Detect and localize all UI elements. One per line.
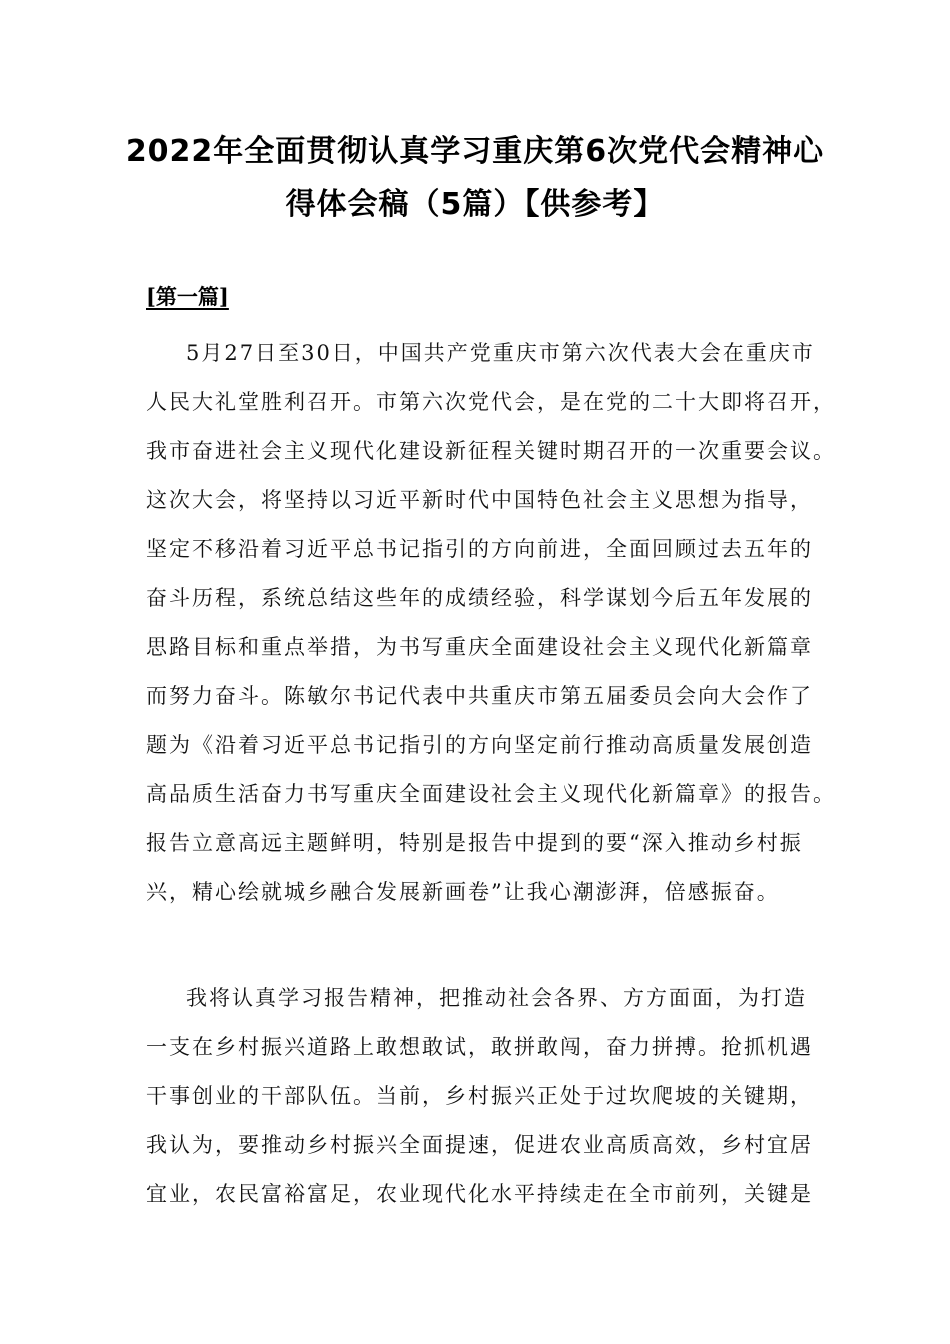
paragraph-line: 干事创业的干部队伍。当前，乡村振兴正处于过坎爬坡的关键期， <box>146 1084 813 1108</box>
paragraph-line: 我市奋进社会主义现代化建设新征程关键时期召开的一次重要会议。 <box>146 439 836 463</box>
paragraph-line: 这次大会，将坚持以习近平新时代中国特色社会主义思想为指导， <box>146 488 813 512</box>
paragraph-line: 5月27日至30日，中国共产党重庆市第六次代表大会在重庆市 <box>186 341 815 365</box>
paragraph-line: 我将认真学习报告精神，把推动社会各界、方方面面，为打造 <box>186 986 807 1010</box>
paragraph-line: 思路目标和重点举措，为书写重庆全面建设社会主义现代化新篇章 <box>146 635 813 659</box>
paragraph-line: 宜业，农民富裕富足，农业现代化水平持续走在全市前列，关键是 <box>146 1182 813 1206</box>
paragraph-line: 兴，精心绘就城乡融合发展新画卷”让我心潮澎湃，倍感振奋。 <box>146 880 780 904</box>
document-title-line-2: 得体会稿（5篇）【供参考】 <box>285 187 665 222</box>
paragraph-line: 奋斗历程，系统总结这些年的成绩经验，科学谋划今后五年发展的 <box>146 586 813 610</box>
paragraph-line: 高品质生活奋力书写重庆全面建设社会主义现代化新篇章》的报告。 <box>146 782 836 806</box>
paragraph-line: 而努力奋斗。陈敏尔书记代表中共重庆市第五届委员会向大会作了 <box>146 684 813 708</box>
section-label: [第一篇] <box>146 284 229 309</box>
paragraph-line: 人民大礼堂胜利召开。市第六次党代会，是在党的二十大即将召开， <box>146 390 836 414</box>
document-title-line-1: 2022年全面贯彻认真学习重庆第6次党代会精神心 <box>125 134 825 169</box>
paragraph-line: 报告立意高远主题鲜明，特别是报告中提到的要“深入推动乡村振 <box>146 831 803 855</box>
paragraph-line: 一支在乡村振兴道路上敢想敢试，敢拼敢闯，奋力拼搏。抢抓机遇 <box>146 1035 813 1059</box>
paragraph-line: 坚定不移沿着习近平总书记指引的方向前进，全面回顾过去五年的 <box>146 537 813 561</box>
paragraph-line: 题为《沿着习近平总书记指引的方向坚定前行推动高质量发展创造 <box>146 733 813 757</box>
paragraph-line: 我认为，要推动乡村振兴全面提速，促进农业高质高效，乡村宜居 <box>146 1133 813 1157</box>
